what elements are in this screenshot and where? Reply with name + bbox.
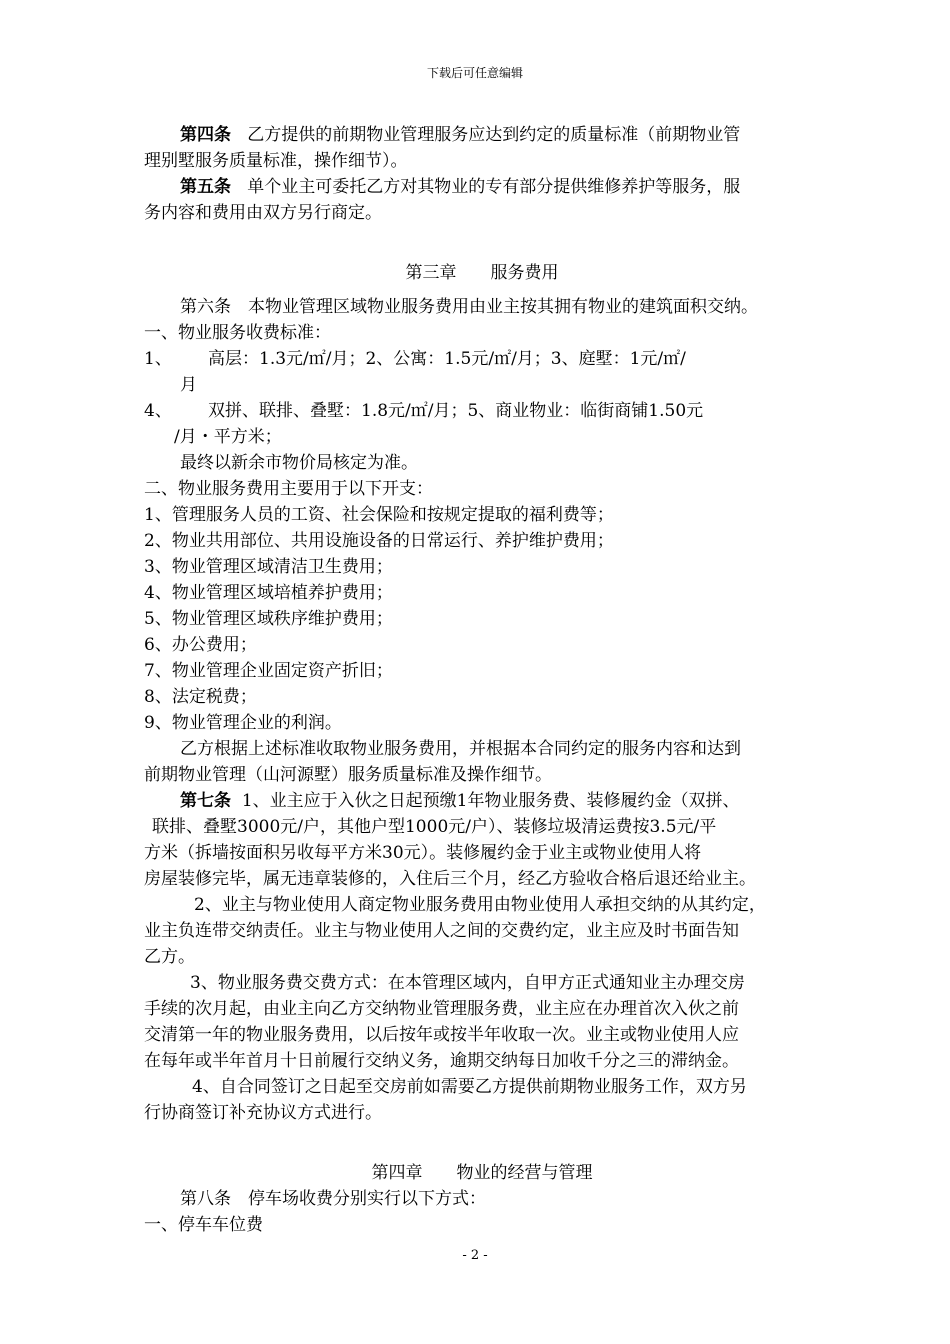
expense-item: 3、物业管理区域清洁卫生费用； [144, 557, 393, 577]
summary-line-1: 乙方根据上述标准收取物业服务费用，并根据本合同约定的服务内容和达到 [180, 739, 741, 759]
article-7-p3a: 3、物业服务费交费方式：在本管理区域内，自甲方正式通知业主办理交房 [190, 973, 745, 993]
article-7-l3: 方米（拆墙按面积另收每平方米30元）。装修履约金于业主或物业使用人将 [144, 843, 702, 863]
rate-1-text: 高层：1.3元/㎡/月；2、公寓：1.5元/㎡/月；3、庭墅：1元/㎡/ [208, 349, 686, 369]
article-7-label: 第七条 [180, 791, 231, 811]
page-header: 下载后可任意编辑 [426, 66, 523, 80]
article-5 [180, 174, 820, 200]
rate-line-1 [144, 346, 820, 372]
article-8-line2: 一、停车车位费 [144, 1215, 263, 1235]
rate-1-number: 1、 [144, 349, 172, 369]
fee-standard-heading: 一、物业服务收费标准： [144, 323, 331, 343]
article-5-label: 第五条 [180, 177, 231, 197]
article-5-text: 单个业主可委托乙方对其物业的专有部分提供维修养护等服务，服 [247, 177, 741, 197]
expense-item: 4、物业管理区域培植养护费用； [144, 583, 393, 603]
article-7-l4: 房屋装修完毕，属无违章装修的，入住后三个月，经乙方验收合格后退还给业主。 [144, 869, 756, 889]
article-7-p2c: 乙方。 [144, 947, 195, 967]
article-7-l2: 联排、叠墅3000元/户，其他户型1000元/户）、装修垃圾清运费按3.5元/平 [152, 817, 717, 837]
page-number: - 2 - [462, 1248, 488, 1263]
article-4-label: 第四条 [180, 125, 231, 145]
article-7-p3b: 手续的次月起，由业主向乙方交纳物业管理服务费，业主应在办理首次入伙之前 [144, 999, 739, 1019]
rate-line-4 [144, 398, 820, 424]
expense-item: 7、物业管理企业固定资产折旧； [144, 661, 393, 681]
expense-item: 8、法定税费； [144, 687, 257, 707]
expense-item: 6、办公费用； [144, 635, 257, 655]
article-7-p2a: 2、业主与物业使用人商定物业服务费用由物业使用人承担交纳的从其约定， [194, 895, 766, 915]
expense-item: 9、物业管理企业的利润。 [144, 713, 342, 733]
summary-line-2: 前期物业管理（山河源墅）服务质量标准及操作细节。 [144, 765, 552, 785]
expense-item: 2、物业共用部位、共用设施设备的日常运行、养护维护费用； [144, 531, 614, 551]
article-8-line1: 第八条 停车场收费分别实行以下方式： [180, 1189, 486, 1209]
article-6-line1: 第六条 本物业管理区域物业服务费用由业主按其拥有物业的建筑面积交纳。 [180, 297, 758, 317]
article-7-p3d: 在每年或半年首月十日前履行交纳义务，逾期交纳每日加收千分之三的滞纳金。 [144, 1051, 739, 1071]
rate-4-number: 4、 [144, 401, 172, 421]
article-7 [180, 788, 820, 814]
article-4-cont: 理别墅服务质量标准，操作细节）。 [144, 151, 408, 171]
article-7-p3c: 交清第一年的物业服务费用，以后按年或按半年收取一次。业主或物业使用人应 [144, 1025, 739, 1045]
article-7-l1: 1、业主应于入伙之日起预缴1年物业服务费、装修履约金（双拼、 [241, 791, 740, 811]
article-4-text: 乙方提供的前期物业管理服务应达到约定的质量标准（前期物业管 [247, 125, 741, 145]
article-7-p4b: 行协商签订补充协议方式进行。 [144, 1103, 382, 1123]
chapter-4-title: 第四章 物业的经营与管理 [371, 1163, 593, 1183]
expense-item: 1、管理服务人员的工资、社会保险和按规定提取的福利费等； [144, 505, 614, 525]
final-approval: 最终以新余市物价局核定为准。 [180, 453, 418, 473]
chapter-3-title: 第三章 服务费用 [405, 263, 559, 283]
rate-1-cont: 月 [180, 375, 197, 395]
rate-4-cont: /月・平方米； [174, 427, 282, 447]
article-7-p2b: 业主负连带交纳责任。业主与物业使用人之间的交费约定，业主应及时书面告知 [144, 921, 739, 941]
document-body [144, 122, 820, 1238]
article-4 [180, 122, 820, 148]
article-7-p4a: 4、自合同签订之日起至交房前如需要乙方提供前期物业服务工作，双方另 [192, 1077, 747, 1097]
expense-item: 5、物业管理区域秩序维护费用； [144, 609, 393, 629]
rate-4-text: 双拼、联排、叠墅：1.8元/㎡/月；5、商业物业：临街商铺1.50元 [208, 401, 704, 421]
expense-heading: 二、物业服务费用主要用于以下开支： [144, 479, 433, 499]
article-5-cont: 务内容和费用由双方另行商定。 [144, 203, 382, 223]
